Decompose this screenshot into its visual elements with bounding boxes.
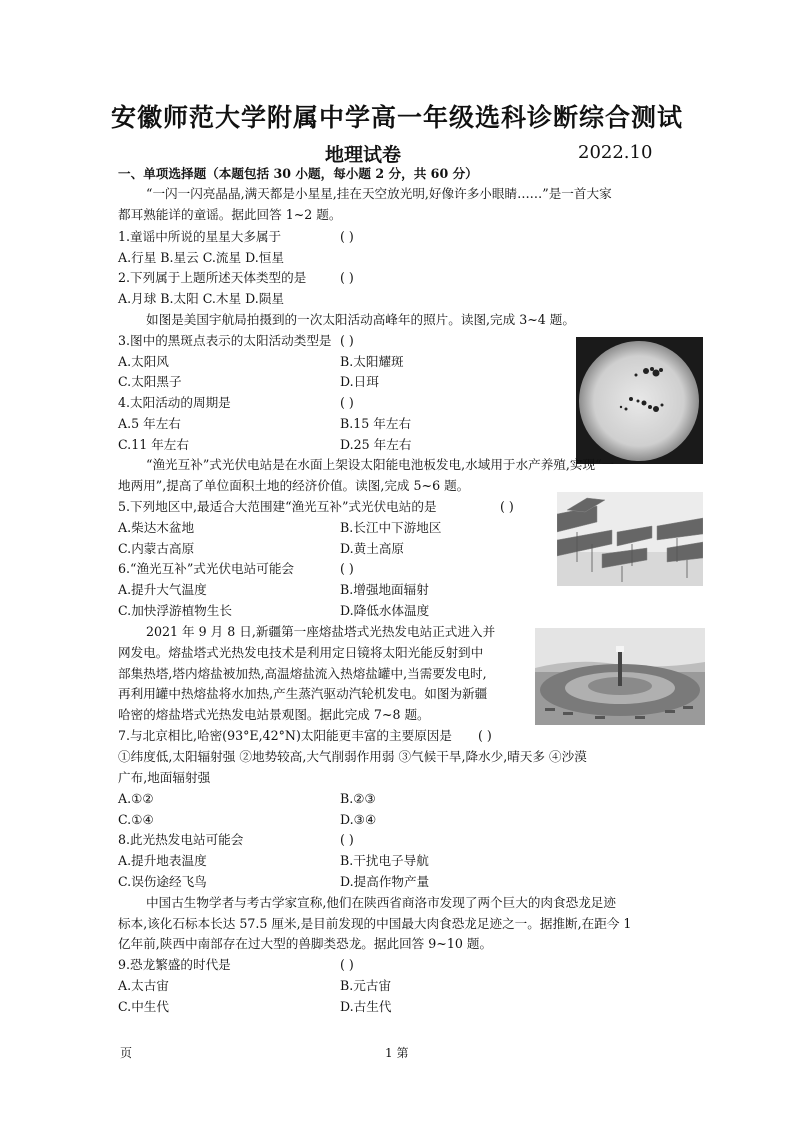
q3-option-b: B.太阳耀斑 <box>340 354 404 369</box>
sun-disc-graphic <box>576 337 703 464</box>
q6-option-b: B.增强地面辐射 <box>340 582 429 597</box>
q7-items-line-1: ①纬度低,太阳辐射强 ②地势较高,大气削弱作用弱 ③气候干旱,降水少,晴天多 ④沙漠 <box>118 749 587 764</box>
q1-options: A.行星 B.星云 C.流星 D.恒星 <box>118 250 284 265</box>
passage-3-line-2: 地两用”,提高了单位面积土地的经济价值。读图,完成 5~6 题。 <box>118 478 470 493</box>
passage-4-line-2: 网发电。熔盐塔式光热发电技术是利用定日镜将太阳光能反射到中 <box>118 645 484 660</box>
q9-option-d: D.古生代 <box>340 999 392 1014</box>
page-number: 1 第 <box>385 1046 409 1060</box>
q7-stem: 7.与北京相比,哈密(93°E,42°N)太阳能更丰富的主要原因是 <box>118 728 452 743</box>
q5-option-a: A.柴达木盆地 <box>118 520 195 535</box>
q5-stem: 5.下列地区中,最适合大范围建“渔光互补”式光伏电站的是 <box>118 499 437 514</box>
q7-items-line-2: 广布,地面辐射强 <box>118 770 211 785</box>
solar-panels-graphic <box>557 492 703 586</box>
q8-stem: 8.此光热发电站可能会 <box>118 832 244 847</box>
q4-stem: 4.太阳活动的周期是 <box>118 395 231 410</box>
q1-answer-paren: ( ) <box>340 229 354 244</box>
q9-answer-paren: ( ) <box>340 957 354 972</box>
exam-date: 2022.10 <box>578 142 653 163</box>
q5-option-d: D.黄土高原 <box>340 541 405 556</box>
q4-option-b: B.15 年左右 <box>340 416 412 431</box>
q7-option-a: A.①② <box>118 791 154 806</box>
q9-stem: 9.恐龙繁盛的时代是 <box>118 957 231 972</box>
q7-option-c: C.①④ <box>118 812 154 827</box>
q3-answer-paren: ( ) <box>340 333 354 348</box>
passage-4-line-5: 哈密的熔盐塔式光热发电站景观图。据此完成 7~8 题。 <box>118 707 430 722</box>
q9-option-c: C.中生代 <box>118 999 169 1014</box>
q5-answer-paren: ( ) <box>500 499 514 514</box>
passage-1-line-2: 都耳熟能详的童谣。据此回答 1~2 题。 <box>118 207 342 222</box>
q4-option-c: C.11 年左右 <box>118 437 189 452</box>
solar-thermal-plant-photo <box>535 628 705 725</box>
q7-option-d: D.③④ <box>340 812 377 827</box>
q8-option-a: A.提升地表温度 <box>118 853 207 868</box>
q3-option-c: C.太阳黑子 <box>118 374 182 389</box>
q4-option-d: D.25 年左右 <box>340 437 412 452</box>
q3-option-a: A.太阳风 <box>118 354 169 369</box>
exam-subtitle: 地理试卷 <box>325 144 402 166</box>
q9-option-a: A.太古宙 <box>118 978 169 993</box>
q8-option-b: B.干扰电子导航 <box>340 853 429 868</box>
q2-answer-paren: ( ) <box>340 270 354 285</box>
passage-2-line-1: 如图是美国宇航局拍摄到的一次太阳活动高峰年的照片。读图,完成 3~4 题。 <box>146 312 575 327</box>
q2-stem: 2.下列属于上题所述天体类型的是 <box>118 270 307 285</box>
q3-option-d: D.日珥 <box>340 374 379 389</box>
section-heading: 一、单项选择题（本题包括 30 小题，每小题 2 分，共 60 分） <box>118 166 478 181</box>
q4-option-a: A.5 年左右 <box>118 416 181 431</box>
footer-left: 页 <box>120 1046 133 1060</box>
passage-1-line-1: “一闪一闪亮晶晶,满天都是小星星,挂在天空放光明,好像许多小眼睛……”是一首大家 <box>146 186 612 201</box>
q6-stem: 6.“渔光互补”式光伏电站可能会 <box>118 561 295 576</box>
q5-option-b: B.长江中下游地区 <box>340 520 442 535</box>
q1-stem: 1.童谣中所说的星星大多属于 <box>118 229 282 244</box>
passage-5-line-3: 亿年前,陕西中南部存在过大型的兽脚类恐龙。据此回答 9~10 题。 <box>118 936 493 951</box>
exam-title: 安徽师范大学附属中学高一年级选科诊断综合测试 <box>110 103 683 132</box>
heliostat-field-graphic <box>535 628 705 725</box>
passage-4-line-3: 部集热塔,塔内熔盐被加热,高温熔盐流入热熔盐罐中,当需要发电时, <box>118 666 487 681</box>
fishery-solar-photo <box>557 492 703 586</box>
passage-5-line-2: 标本,该化石标本长达 57.5 厘米,是目前发现的中国最大肉食恐龙足迹之一。据推断,在距今 1 <box>118 916 632 931</box>
q7-answer-paren: ( ) <box>478 728 492 743</box>
sun-photo <box>576 337 703 464</box>
q8-answer-paren: ( ) <box>340 832 354 847</box>
passage-4-line-4: 再利用罐中热熔盐将水加热,产生蒸汽驱动汽轮机发电。如图为新疆 <box>118 686 488 701</box>
q7-option-b: B.②③ <box>340 791 376 806</box>
q3-stem: 3.图中的黑斑点表示的太阳活动类型是 <box>118 333 332 348</box>
q8-option-c: C.误伤途经飞鸟 <box>118 874 207 889</box>
q4-answer-paren: ( ) <box>340 395 354 410</box>
q6-option-a: A.提升大气温度 <box>118 582 207 597</box>
passage-4-line-1: 2021 年 9 月 8 日,新疆第一座熔盐塔式光热发电站正式进入并 <box>146 624 496 639</box>
q5-option-c: C.内蒙古高原 <box>118 541 195 556</box>
q6-option-c: C.加快浮游植物生长 <box>118 603 232 618</box>
q2-options: A.月球 B.太阳 C.木星 D.陨星 <box>118 291 284 306</box>
q8-option-d: D.提高作物产量 <box>340 874 430 889</box>
q9-option-b: B.元古宙 <box>340 978 392 993</box>
passage-5-line-1: 中国古生物学者与考古学家宣称,他们在陕西省商洛市发现了两个巨大的肉食恐龙足迹 <box>146 895 616 910</box>
passage-3-line-1: “渔光互补”式光伏电站是在水面上架设太阳能电池板发电,水域用于水产养殖,实现“一 <box>146 457 615 472</box>
q6-option-d: D.降低水体温度 <box>340 603 430 618</box>
q6-answer-paren: ( ) <box>340 561 354 576</box>
